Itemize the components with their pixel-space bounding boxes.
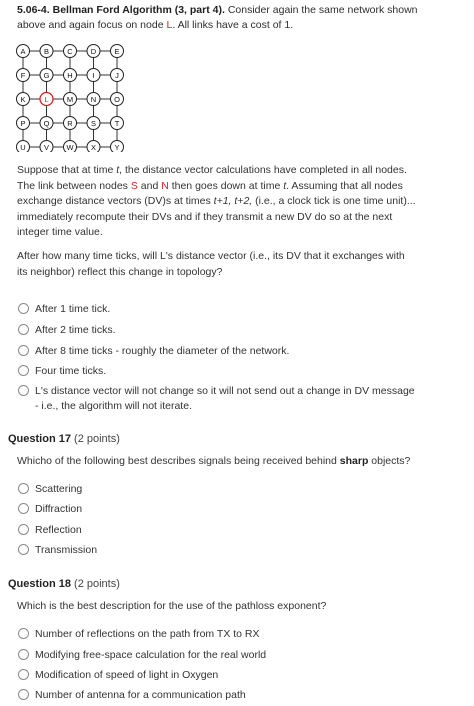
network-node-c: [64, 45, 77, 58]
scenario-text: (i.e., a clock tick is one time unit)...: [252, 195, 416, 207]
scenario-text: Suppose that at time: [17, 164, 117, 176]
q16-option-5[interactable]: [18, 384, 415, 414]
scenario-text: and: [137, 179, 162, 192]
node-label: Y: [114, 142, 120, 152]
option-label-line: L's distance vector will not change so it will not send out a change in DV message: [35, 385, 415, 397]
question-17-text-b: objects?: [368, 455, 411, 467]
network-node-l: [40, 93, 53, 106]
question-18-label: Question 18: [8, 578, 71, 590]
option-label: Diffraction: [35, 503, 83, 515]
node-label: J: [115, 70, 119, 80]
option-label: After 8 time ticks - roughly the diameter of the network.: [35, 345, 290, 357]
scenario-text: , the distance vector calculations have completed in all nodes.: [119, 164, 407, 176]
node-label: M: [66, 94, 74, 104]
question-17-text-a: Whicho of the following best describes signals being received behind: [17, 455, 340, 467]
network-node-a: [17, 45, 30, 58]
q17-option-2[interactable]: [18, 502, 82, 517]
question-18-points: (2 points): [74, 578, 120, 590]
network-node-m: [64, 93, 77, 106]
network-node-w: [64, 141, 77, 153]
option-label: Scattering: [35, 483, 83, 495]
option-label: Number of antenna for a communication path: [35, 689, 246, 701]
network-node-y: [111, 141, 124, 153]
ask-text: After how many time ticks, will L's distance vector (i.e., its DV that it exchanges with: [17, 250, 405, 262]
question-17-points: (2 points): [74, 433, 120, 445]
option-label: Four time ticks.: [35, 365, 107, 377]
question-18-header: [8, 578, 120, 590]
question-16-title: 5.06-4. Bellman Ford Algorithm (3, part 4).: [17, 4, 225, 16]
node-label: W: [66, 142, 74, 152]
node-label: A: [20, 46, 26, 56]
radio-button[interactable]: [18, 649, 29, 660]
node-label: I: [92, 70, 95, 80]
node-s-highlight: S: [130, 179, 138, 192]
option-label: [35, 384, 415, 414]
option-label: Reflection: [35, 524, 82, 536]
node-label: O: [114, 94, 120, 104]
network-node-f: [17, 69, 30, 82]
scenario-text: The link between nodes: [17, 179, 131, 192]
network-node-b: [40, 45, 53, 58]
node-label: G: [43, 70, 50, 80]
question-17-header: [8, 433, 120, 445]
node-l-highlight: L: [166, 19, 173, 31]
option-label: Number of reflections on the path from TX to RX: [35, 628, 260, 640]
question-16-text-1: Consider again the same network shown: [224, 4, 418, 16]
radio-button[interactable]: [18, 385, 29, 396]
time-var: t+1, t+2,: [213, 195, 253, 207]
network-node-n: [87, 93, 100, 106]
network-node-t: [111, 117, 124, 130]
radio-button[interactable]: [18, 689, 29, 700]
time-var: t: [116, 164, 120, 176]
question-17-emphasis: sharp: [339, 455, 369, 467]
scenario-text: . Assuming that all nodes: [286, 179, 403, 192]
radio-button[interactable]: [18, 544, 29, 555]
question-16-text-3: . All links have a cost of 1.: [172, 19, 294, 31]
radio-button[interactable]: [18, 628, 29, 639]
network-node-i: [87, 69, 100, 82]
scenario-text: exchange distance vectors (DV)s at times: [17, 195, 214, 207]
time-var: t: [283, 179, 287, 192]
option-label: Modifying free-space calculation for the real world: [35, 649, 267, 661]
q17-option-1[interactable]: [18, 482, 82, 497]
scenario-text: then goes down at time: [168, 179, 284, 192]
q18-option-4[interactable]: [18, 688, 246, 703]
option-label: Modification of speed of light in Oxygen: [35, 669, 219, 681]
option-label-line: - i.e., the algorithm will not iterate.: [35, 400, 192, 412]
node-label: N: [90, 94, 97, 104]
option-label: Transmission: [35, 544, 98, 556]
q17-option-4[interactable]: [18, 543, 97, 558]
network-node-g: [40, 69, 53, 82]
node-label: V: [43, 142, 50, 152]
node-label: E: [114, 46, 120, 56]
radio-button[interactable]: [18, 503, 29, 514]
node-label: H: [67, 70, 73, 80]
q16-option-1[interactable]: [18, 302, 110, 317]
option-label: After 2 time ticks.: [35, 324, 116, 336]
radio-button[interactable]: [18, 483, 29, 494]
node-label: L: [44, 94, 49, 104]
node-label: U: [20, 142, 26, 152]
question-16-text-2: above and again focus on node: [17, 19, 167, 31]
radio-button[interactable]: [18, 324, 29, 335]
q16-option-2[interactable]: [18, 323, 116, 338]
network-node-j: [111, 69, 124, 82]
node-label: F: [20, 70, 26, 80]
network-node-e: [111, 45, 124, 58]
network-node-q: [40, 117, 53, 130]
network-node-x: [87, 141, 100, 153]
node-label: B: [43, 46, 50, 56]
q18-option-2[interactable]: [18, 648, 266, 663]
node-label: C: [67, 46, 73, 56]
radio-button[interactable]: [18, 365, 29, 376]
network-node-p: [17, 117, 30, 130]
node-label: K: [20, 94, 26, 104]
network-grid-diagram: [14, 42, 134, 152]
ask-text: its neighbor) reflect this change in topology?: [17, 265, 223, 278]
node-label: D: [90, 46, 97, 56]
question-17-label: Question 17: [8, 433, 71, 445]
question-16-prompt: [17, 3, 457, 33]
network-node-r: [64, 117, 77, 130]
q17-option-3[interactable]: [18, 523, 82, 538]
radio-button[interactable]: [18, 303, 29, 314]
node-n-highlight: N: [161, 179, 169, 192]
node-label: R: [67, 118, 73, 128]
scenario-text: immediately recompute their DVs and if they transmit a new DV do so at the next: [17, 210, 393, 223]
q16-option-4[interactable]: [18, 364, 106, 379]
radio-button[interactable]: [18, 345, 29, 356]
option-label: After 1 time tick.: [35, 303, 111, 315]
question-16-ask: [17, 249, 457, 280]
node-label: S: [90, 118, 97, 128]
node-label: P: [20, 118, 26, 128]
network-node-k: [17, 93, 30, 106]
q18-option-3[interactable]: [18, 668, 218, 683]
network-node-o: [111, 93, 124, 106]
question-17-text: [17, 455, 410, 467]
q16-option-3[interactable]: [18, 344, 289, 359]
radio-button[interactable]: [18, 524, 29, 535]
scenario-paragraph: [17, 163, 457, 241]
network-node-h: [64, 69, 77, 82]
network-node-s: [87, 117, 100, 130]
q18-option-1[interactable]: [18, 627, 260, 642]
network-node-d: [87, 45, 100, 58]
scenario-text: integer time value.: [17, 226, 103, 238]
node-label: Q: [43, 118, 50, 128]
network-node-v: [40, 141, 53, 153]
question-18-text: Which is the best description for the use of the pathloss exponent?: [17, 600, 327, 612]
node-label: T: [114, 118, 120, 128]
node-label: X: [90, 142, 97, 152]
network-node-u: [17, 141, 30, 153]
radio-button[interactable]: [18, 669, 29, 680]
